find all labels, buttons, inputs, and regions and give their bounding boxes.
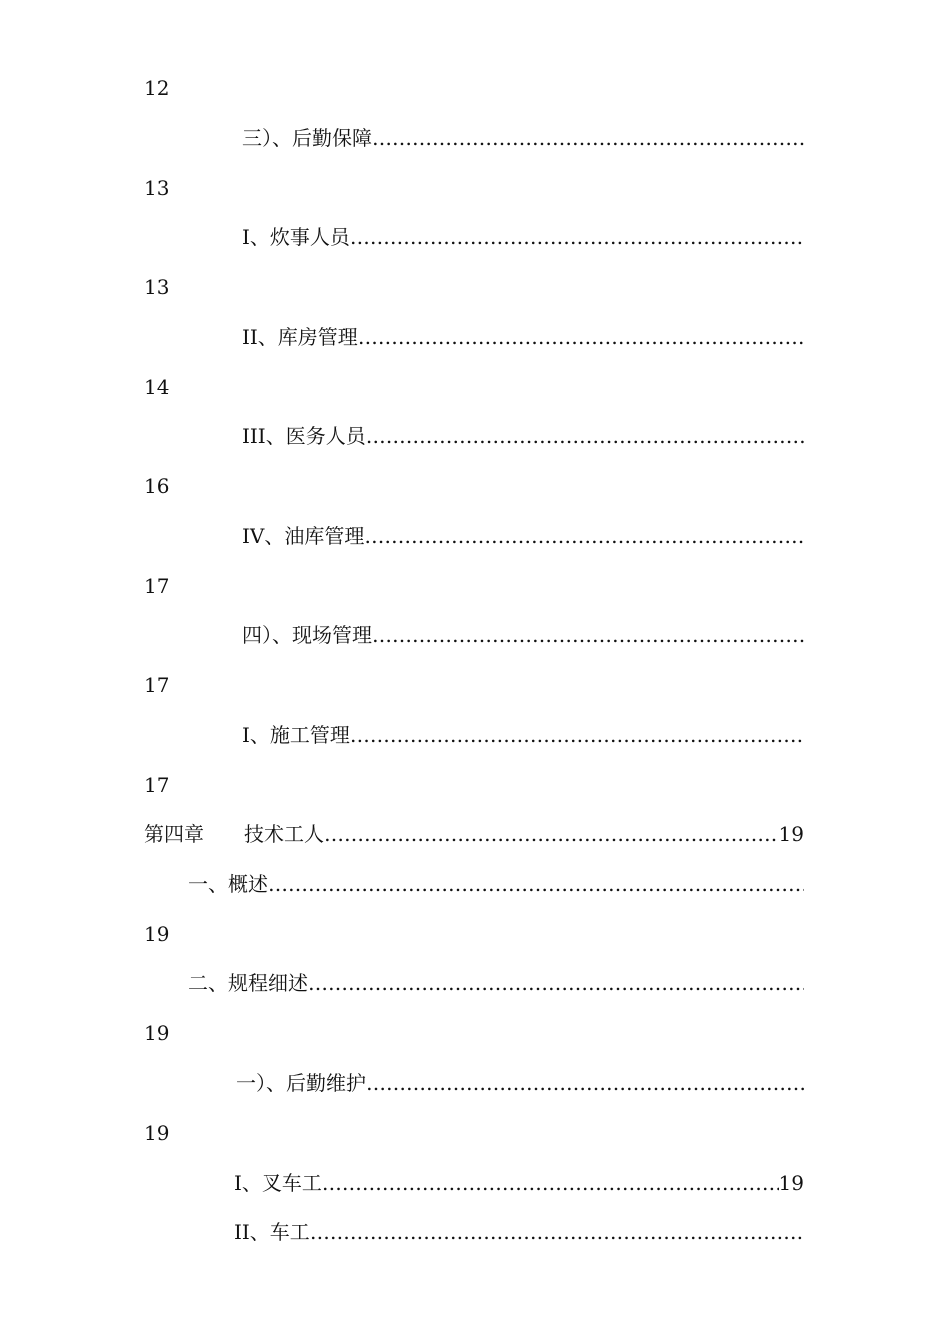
toc-chapter-entry[interactable] <box>144 819 804 849</box>
toc-leader-dots <box>324 819 779 849</box>
toc-entry[interactable] <box>188 968 804 998</box>
toc-entry[interactable] <box>242 421 804 451</box>
toc-entry-title: 一、概述 <box>188 872 268 896</box>
toc-entry[interactable] <box>242 720 804 750</box>
toc-page-number: 13 <box>144 176 170 200</box>
toc-leader-dots <box>322 1168 779 1198</box>
toc-entry[interactable] <box>242 620 804 650</box>
toc-entry-title: IV、油库管理 <box>242 524 365 548</box>
toc-entry-title: II、车工 <box>234 1220 310 1244</box>
toc-leader-dots <box>308 968 804 998</box>
toc-leader-dots <box>366 1068 804 1098</box>
toc-entry-title: III、医务人员 <box>242 424 366 448</box>
toc-page-number: 17 <box>144 574 170 598</box>
toc-entry[interactable] <box>242 521 804 551</box>
chapter-title: 技术工人 <box>244 822 324 846</box>
toc-page-number: 13 <box>144 275 170 299</box>
toc-chapter-heading <box>144 819 324 849</box>
toc-entry-page: 19 <box>778 822 804 846</box>
toc-page-number: 17 <box>144 773 170 797</box>
toc-entry[interactable] <box>242 322 804 352</box>
toc-page-number: 19 <box>144 922 170 946</box>
toc-page-number: 14 <box>144 375 170 399</box>
toc-entry[interactable] <box>242 222 804 252</box>
toc-leader-dots <box>350 222 804 252</box>
toc-page-number: 19 <box>144 1121 170 1145</box>
toc-leader-dots <box>366 421 804 451</box>
chapter-label: 第四章 <box>144 822 204 846</box>
toc-entry[interactable] <box>188 869 804 899</box>
toc-entry-page: 19 <box>778 1171 804 1195</box>
toc-entry[interactable] <box>236 1068 804 1098</box>
toc-page-number: 12 <box>144 76 170 100</box>
toc-entry-title: 一）、后勤维护 <box>236 1071 366 1095</box>
toc-entry-title: 四）、现场管理 <box>242 623 372 647</box>
toc-entry-title: 二、规程细述 <box>188 971 308 995</box>
toc-entry[interactable] <box>242 123 804 153</box>
toc-leader-dots <box>372 620 804 650</box>
toc-leader-dots <box>364 521 804 551</box>
toc-leader-dots <box>358 322 804 352</box>
toc-leader-dots <box>372 123 804 153</box>
toc-entry[interactable] <box>234 1168 804 1198</box>
toc-leader-dots <box>310 1217 804 1247</box>
toc-entry-title: I、叉车工 <box>234 1171 322 1195</box>
toc-entry-title: 三）、后勤保障 <box>242 126 372 150</box>
toc-leader-dots <box>350 720 804 750</box>
toc-page-number: 19 <box>144 1021 170 1045</box>
toc-entry-title: I、施工管理 <box>242 723 350 747</box>
toc-entry[interactable] <box>234 1217 804 1247</box>
toc-leader-dots <box>268 869 804 899</box>
toc-page-number: 16 <box>144 474 170 498</box>
toc-entry-title: II、库房管理 <box>242 325 358 349</box>
toc-page-number: 17 <box>144 673 170 697</box>
toc-entry-title: I、炊事人员 <box>242 225 350 249</box>
